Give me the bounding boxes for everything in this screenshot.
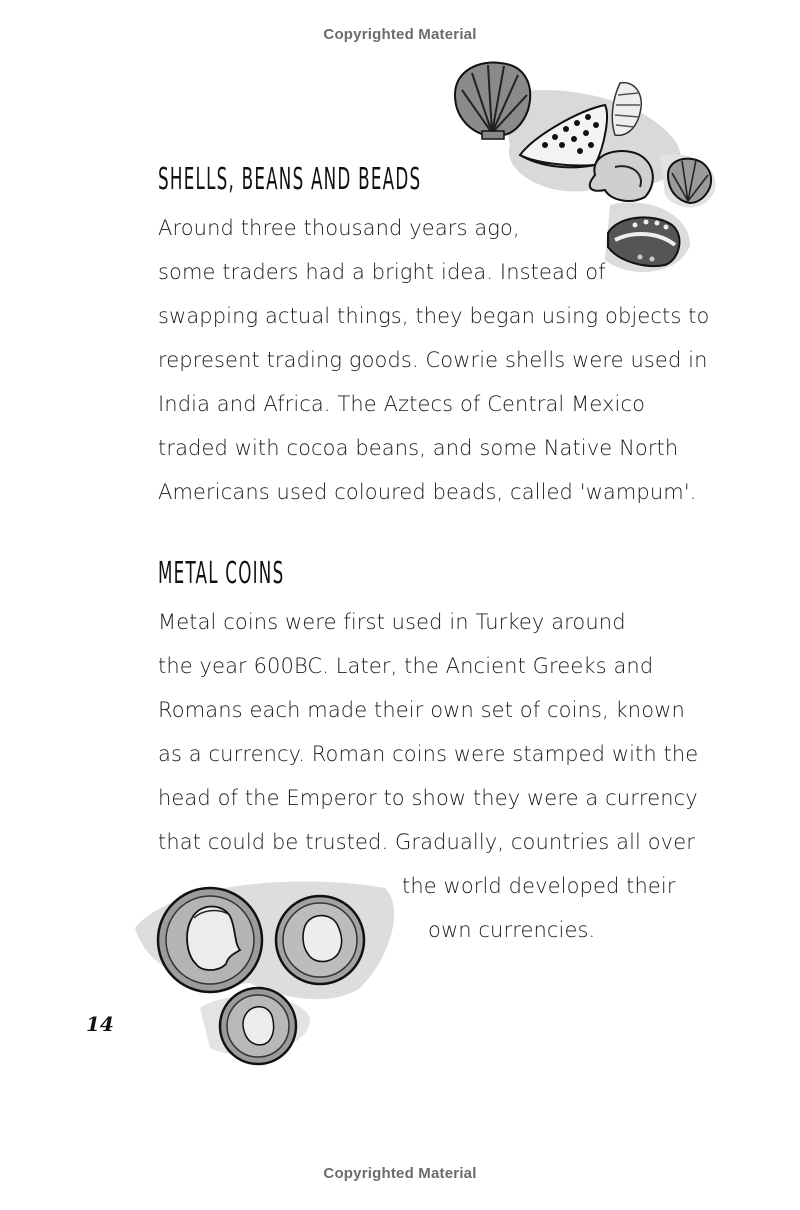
coins-illustration (130, 868, 400, 1068)
section-heading-shells-beans-beads: SHELLS, BEANS AND BEADS (158, 162, 422, 197)
paragraph-line: that could be trusted. Gradually, countries all over (158, 830, 695, 854)
page-number: 14 (86, 1012, 114, 1036)
paragraph-line: India and Africa. The Aztecs of Central Mexico (158, 392, 646, 416)
paragraph-line: Around three thousand years ago, (158, 216, 520, 240)
conch-shell-icon (590, 151, 653, 201)
section-heading-metal-coins: METAL COINS (158, 556, 285, 591)
paragraph-line: represent trading goods. Cowrie shells were used in (158, 348, 708, 372)
watermark-bottom: Copyrighted Material (323, 1165, 477, 1182)
paragraph-line: the year 600BC. Later, the Ancient Greeks and (158, 654, 654, 678)
watermark-top: Copyrighted Material (323, 26, 477, 43)
roman-coin-medium-icon (276, 896, 364, 984)
paragraph-line: Romans each made their own set of coins, known (158, 698, 685, 722)
paragraph-line: swapping actual things, they began using objects to (158, 304, 710, 328)
paragraph-line: head of the Emperor to show they were a currency (158, 786, 698, 810)
paragraph-line: the world developed their (402, 874, 676, 898)
roman-coin-large-icon (158, 888, 262, 992)
paragraph-line: Metal coins were first used in Turkey around (158, 610, 626, 634)
seashells-illustration (440, 55, 730, 285)
paragraph-line: as a currency. Roman coins were stamped with the (158, 742, 699, 766)
roman-coin-small-icon (220, 988, 296, 1064)
paragraph-line: own currencies. (428, 918, 596, 942)
paragraph-line: traded with cocoa beans, and some Native North (158, 436, 679, 460)
paragraph-line: Americans used coloured beads, called 'wampum'. (158, 480, 697, 504)
paragraph-line: some traders had a bright idea. Instead of (158, 260, 606, 284)
